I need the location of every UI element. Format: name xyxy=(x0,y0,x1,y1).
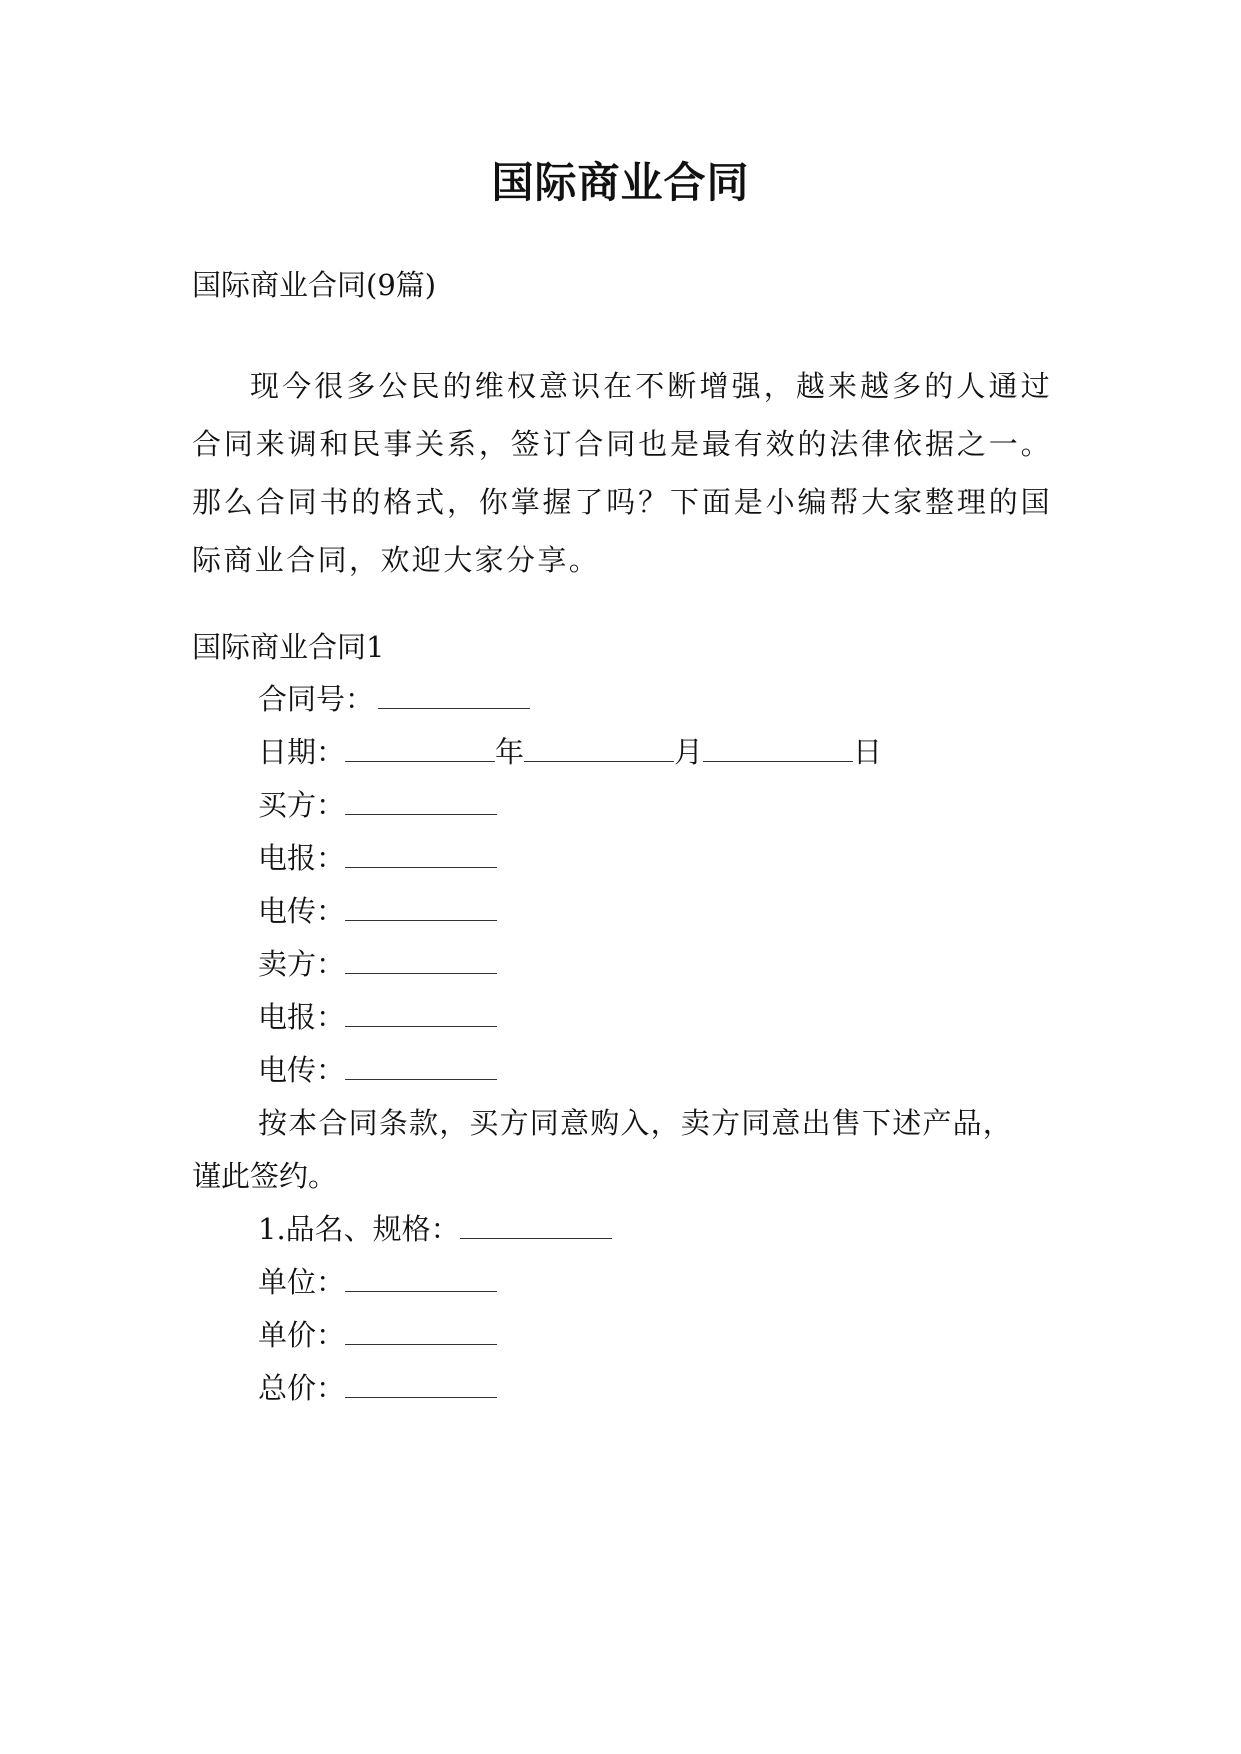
document-title: 国际商业合同 xyxy=(491,158,750,207)
date-month-blank[interactable] xyxy=(524,733,674,762)
seller-telegram-blank[interactable] xyxy=(345,998,497,1027)
item-total-price-label: 总价： xyxy=(258,1371,346,1405)
buyer-telegram-row xyxy=(258,838,497,878)
seller-telegram-row xyxy=(258,997,497,1037)
buyer-telegram-label: 电报： xyxy=(258,841,346,875)
buyer-fax-row xyxy=(258,891,497,931)
date-day-blank[interactable] xyxy=(703,733,853,762)
seller-blank[interactable] xyxy=(345,945,497,974)
seller-fax-blank[interactable] xyxy=(345,1051,497,1080)
item-total-price-blank[interactable] xyxy=(345,1369,497,1398)
item-name-spec-row xyxy=(258,1209,612,1249)
item-unit-row xyxy=(258,1262,497,1302)
date-row xyxy=(258,732,882,772)
intro-paragraph: 现今很多公民的维权意识在不断增强，越来越多的人通过合同来调和民事关系，签订合同也是最有效的法律依据之一。那么合同书的格式，你掌握了吗？下面是小编帮大家整理的国际商业合同，欢迎大家分享。 xyxy=(192,369,1052,577)
date-label: 日期： xyxy=(258,735,346,769)
buyer-fax-label: 电传： xyxy=(258,894,346,928)
item-unit-label: 单位： xyxy=(258,1265,346,1299)
contract-no-blank[interactable] xyxy=(378,680,530,709)
item-unit-price-row xyxy=(258,1315,497,1355)
seller-fax-label: 电传： xyxy=(258,1053,346,1087)
date-year-blank[interactable] xyxy=(345,733,495,762)
agreement-line-1: 按本合同条款，买方同意购入，卖方同意出售下述产品， xyxy=(258,1106,1014,1140)
item-name-spec-blank[interactable] xyxy=(460,1210,612,1239)
item-unit-price-label: 单价： xyxy=(258,1318,346,1352)
item-total-price-row xyxy=(258,1368,497,1408)
document-subtitle: 国际商业合同(9篇) xyxy=(192,268,437,302)
item-unit-price-blank[interactable] xyxy=(345,1316,497,1345)
buyer-row xyxy=(258,785,497,825)
seller-fax-row xyxy=(258,1050,497,1090)
buyer-fax-blank[interactable] xyxy=(345,892,497,921)
contract-no-label: 合同号： xyxy=(258,682,375,716)
seller-row xyxy=(258,944,497,984)
day-label: 日 xyxy=(853,735,883,769)
item-unit-blank[interactable] xyxy=(345,1263,497,1292)
month-label: 月 xyxy=(674,735,704,769)
section-heading: 国际商业合同1 xyxy=(192,630,385,664)
buyer-blank[interactable] xyxy=(345,786,497,815)
seller-label: 卖方： xyxy=(258,947,346,981)
seller-telegram-label: 电报： xyxy=(258,1000,346,1034)
agreement-line-2: 谨此签约。 xyxy=(192,1159,338,1193)
contract-no-row xyxy=(258,679,530,719)
year-label: 年 xyxy=(495,735,525,769)
buyer-label: 买方： xyxy=(258,788,346,822)
item-name-spec-label: 1.品名、规格： xyxy=(258,1212,460,1246)
buyer-telegram-blank[interactable] xyxy=(345,839,497,868)
